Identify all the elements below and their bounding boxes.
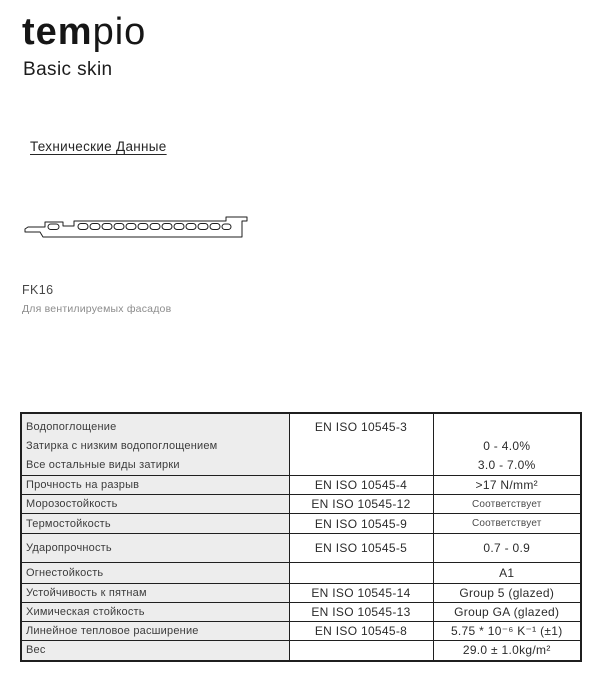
panel-hole [198, 224, 208, 230]
table-row-thermal-expansion [21, 622, 581, 641]
brand-logo [22, 10, 146, 54]
value-cell: >17 N/mm² [433, 476, 581, 495]
table-row-stain-resistance [21, 584, 581, 603]
table-row-impact-resistance [21, 534, 581, 563]
standard-cell: EN ISO 10545-14 [289, 584, 433, 603]
table-row-heat-resistance [21, 514, 581, 534]
technical-data-heading: Технические Данные [30, 139, 167, 154]
property-cell: Морозостойкость [21, 495, 289, 514]
property-line: Затирка с низким водопоглощением [26, 440, 218, 452]
property-line: Водопоглощение [26, 421, 117, 433]
technical-data-table [20, 412, 582, 662]
panel-hole [174, 224, 184, 230]
table-row-weight [21, 641, 581, 661]
panel-hole [90, 224, 100, 230]
table-row-fire-resistance [21, 563, 581, 584]
panel-hole [114, 224, 124, 230]
panel-hole [150, 224, 160, 230]
property-cell: Огнестойкость [21, 563, 289, 584]
panel-hole [138, 224, 148, 230]
product-line-subtitle: Basic skin [23, 59, 113, 80]
value-line: 0 - 4.0% [483, 439, 531, 453]
standard-cell [289, 563, 433, 584]
table-row-chemical-resistance [21, 603, 581, 622]
property-cell: Термостойкость [21, 514, 289, 534]
value-cell: Соответствует [433, 514, 581, 534]
panel-hole [222, 224, 231, 230]
value-line: 3.0 - 7.0% [477, 458, 536, 472]
panel-hole [102, 224, 112, 230]
standard-cell: EN ISO 10545-8 [289, 622, 433, 641]
value-cell: 0.7 - 0.9 [433, 534, 581, 563]
panel-profile-drawing [23, 214, 251, 242]
standard-cell: EN ISO 10545-13 [289, 603, 433, 622]
property-cell: Вес [21, 641, 289, 661]
property-cell: Прочность на разрыв [21, 476, 289, 495]
standard-cell: EN ISO 10545-4 [289, 476, 433, 495]
value-cell: A1 [433, 563, 581, 584]
standard-cell: EN ISO 10545-3 [289, 413, 433, 476]
standard-cell [289, 641, 433, 661]
table-row-tensile-strength [21, 476, 581, 495]
product-code: FK16 [22, 283, 54, 297]
value-cell: Соответствует [433, 495, 581, 514]
value-line [438, 418, 577, 437]
product-description: Для вентилируемых фасадов [22, 303, 172, 315]
value-cell: Group 5 (glazed) [433, 584, 581, 603]
brand-logo-light-segment: pio [92, 11, 147, 53]
panel-hole [126, 224, 136, 230]
table-row-frost-resistance [21, 495, 581, 514]
value-cell: 29.0 ± 1.0kg/m² [433, 641, 581, 661]
property-cell: Линейное тепловое расширение [21, 622, 289, 641]
property-cell: Химическая стойкость [21, 603, 289, 622]
brand-logo-bold-segment: tem [22, 11, 93, 53]
standard-cell: EN ISO 10545-12 [289, 495, 433, 514]
panel-hole [186, 224, 196, 230]
standard-cell: EN ISO 10545-9 [289, 514, 433, 534]
property-cell [21, 413, 289, 476]
panel-hole [210, 224, 220, 230]
panel-hole [162, 224, 172, 230]
property-cell: Ударопрочность [21, 534, 289, 563]
panel-hole [48, 224, 59, 230]
value-cell: 5.75 * 10⁻⁶ K⁻¹ (±1) [433, 622, 581, 641]
panel-hole [78, 224, 88, 230]
table-row-water-absorption [21, 413, 581, 476]
value-cell: Group GA (glazed) [433, 603, 581, 622]
property-cell: Устойчивость к пятнам [21, 584, 289, 603]
property-line: Все остальные виды затирки [26, 459, 180, 471]
value-cell [433, 413, 581, 476]
standard-cell: EN ISO 10545-5 [289, 534, 433, 563]
